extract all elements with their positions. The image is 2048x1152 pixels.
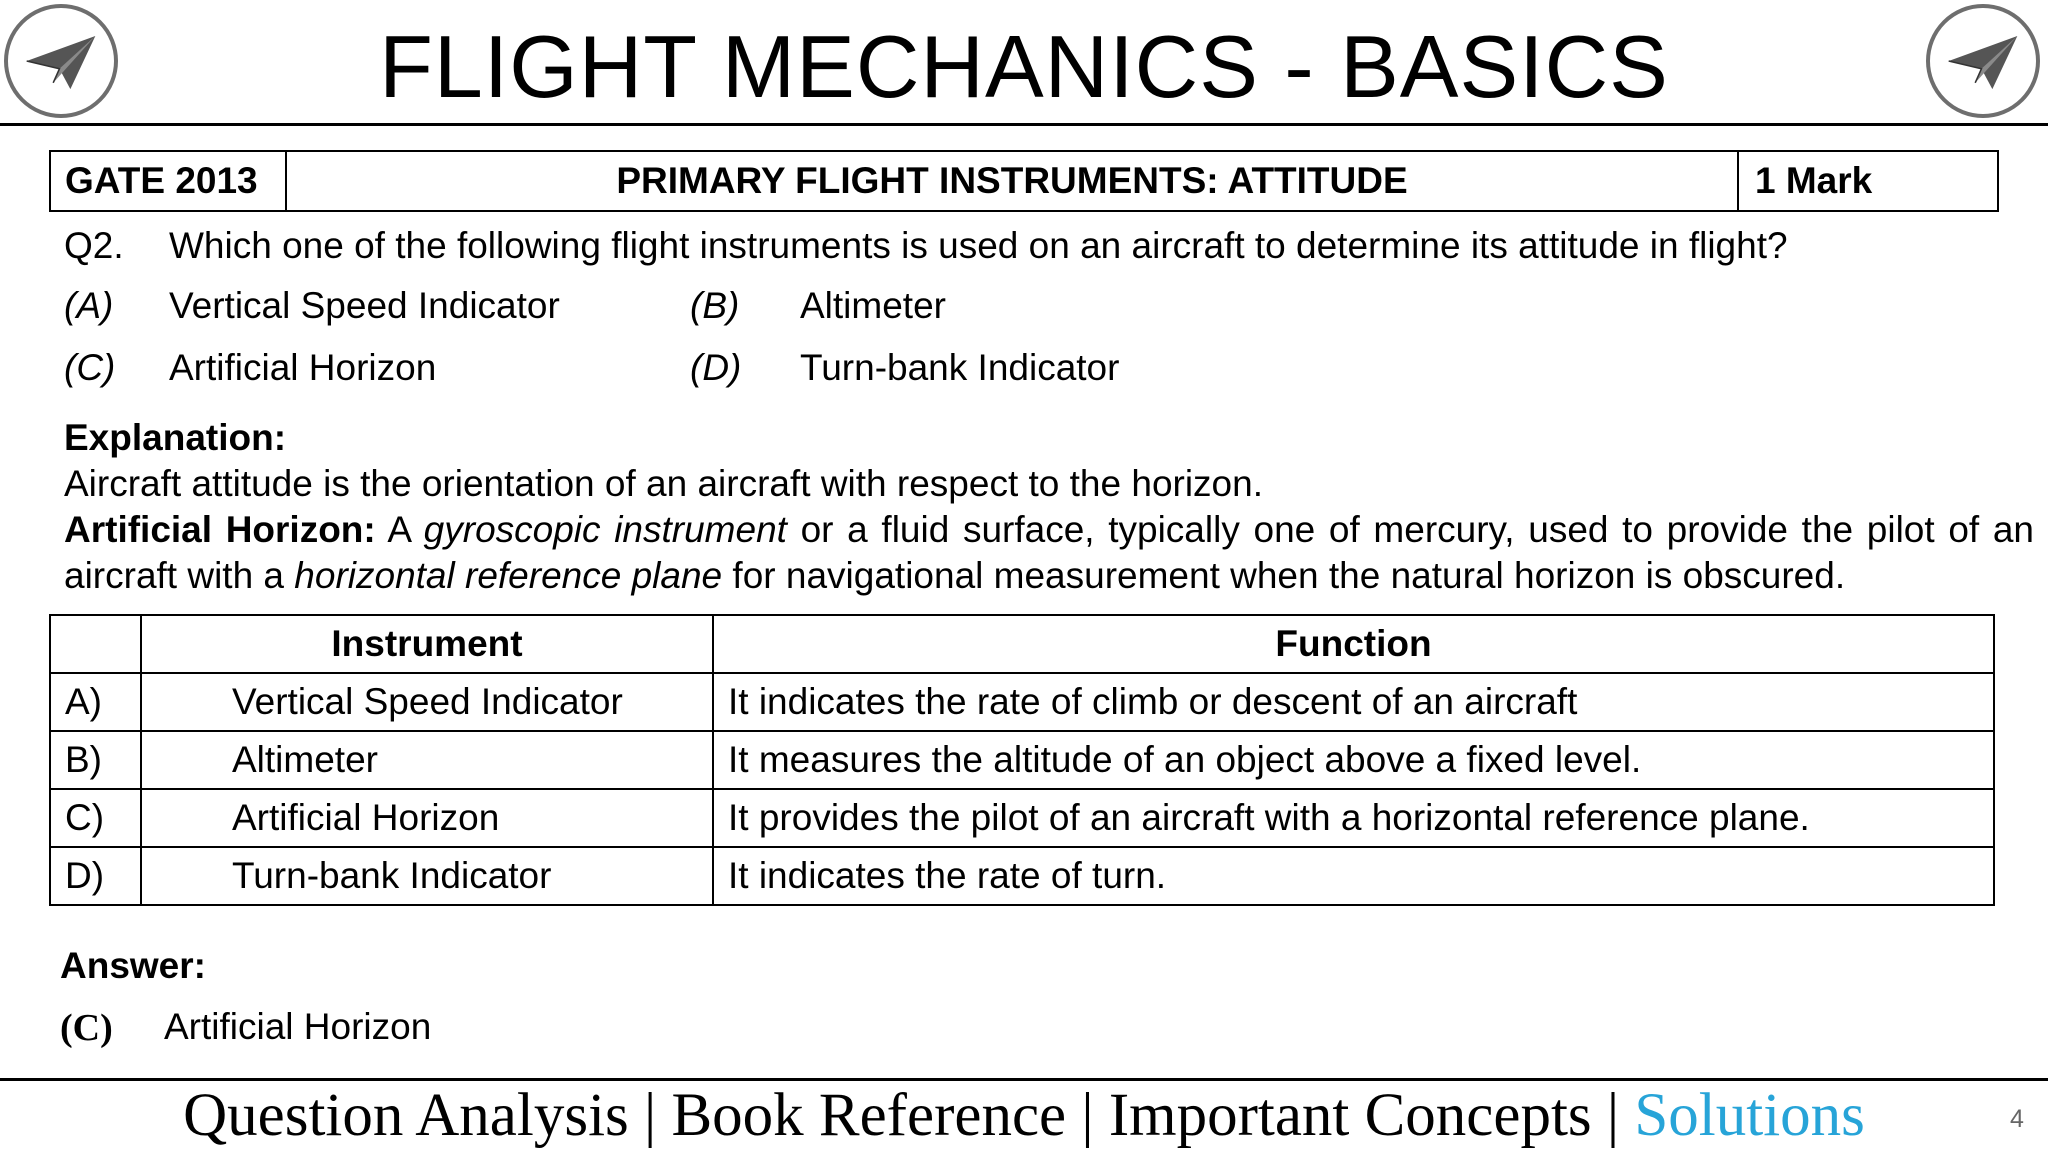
- page-title: FLIGHT MECHANICS - BASICS: [379, 17, 1669, 116]
- footer-link-question-analysis[interactable]: Question Analysis: [183, 1082, 629, 1149]
- option-a-letter: (A): [64, 285, 114, 326]
- row-instrument: Turn-bank Indicator: [141, 847, 713, 905]
- footer-link-book-reference[interactable]: Book Reference: [671, 1082, 1067, 1149]
- row-function: It indicates the rate of climb or descent of an aircraft: [713, 673, 1994, 731]
- exam-year: GATE 2013: [51, 152, 287, 210]
- table-header-row: [50, 615, 1994, 673]
- row-instrument: Artificial Horizon: [141, 789, 713, 847]
- question-info-bar: [49, 150, 1999, 212]
- table-row: [50, 789, 1994, 847]
- table-row: [50, 847, 1994, 905]
- option-c-letter: (C): [64, 347, 116, 388]
- explanation-heading: Explanation:: [64, 417, 287, 458]
- definition-text: for navigational measurement when the natural horizon is obscured.: [722, 555, 1846, 596]
- row-instrument: Vertical Speed Indicator: [141, 673, 713, 731]
- row-letter: D): [50, 847, 141, 905]
- option-c-text: Artificial Horizon: [169, 347, 437, 388]
- row-instrument: Altimeter: [141, 731, 713, 789]
- footer-separator: |: [1066, 1082, 1109, 1149]
- answer-key: (C): [60, 1007, 113, 1049]
- footer-separator: |: [1591, 1082, 1635, 1149]
- question-text: Which one of the following flight instruments is used on an aircraft to determine its attitude in flight?: [169, 225, 1788, 266]
- column-header-function: Function: [713, 615, 1994, 673]
- definition-emphasis: gyroscopic instrument: [423, 509, 787, 550]
- question-topic: PRIMARY FLIGHT INSTRUMENTS: ATTITUDE: [287, 152, 1739, 210]
- artificial-horizon-definition: [64, 507, 2034, 599]
- footer-separator: |: [628, 1082, 672, 1149]
- answer-text: Artificial Horizon: [164, 1006, 432, 1047]
- instrument-table: [49, 614, 1995, 906]
- header-divider: [0, 123, 2048, 126]
- table-row: [50, 731, 1994, 789]
- option-d-text: Turn-bank Indicator: [800, 347, 1120, 388]
- row-function: It indicates the rate of turn.: [713, 847, 1994, 905]
- option-b-text: Altimeter: [800, 285, 946, 326]
- column-header-instrument: Instrument: [141, 615, 713, 673]
- question-number: Q2.: [64, 225, 124, 266]
- row-letter: B): [50, 731, 141, 789]
- row-letter: A): [50, 673, 141, 731]
- page-number: 4: [2010, 1105, 2024, 1133]
- row-function: It measures the altitude of an object above a fixed level.: [713, 731, 1994, 789]
- definition-emphasis: horizontal reference plane: [294, 555, 723, 596]
- footer-link-solutions[interactable]: Solutions: [1634, 1082, 1865, 1149]
- row-letter: C): [50, 789, 141, 847]
- question-marks: 1 Mark: [1755, 160, 1873, 201]
- explanation-line: Aircraft attitude is the orientation of an aircraft with respect to the horizon.: [64, 463, 1263, 504]
- option-a-text: Vertical Speed Indicator: [169, 285, 560, 326]
- definition-term: Artificial Horizon:: [64, 509, 376, 550]
- paper-plane-icon: [1944, 22, 2022, 100]
- option-d-letter: (D): [690, 347, 742, 388]
- explanation: [64, 415, 2034, 599]
- definition-text: A: [375, 509, 424, 550]
- definition-text: or a fluid surface, typically one of mercury, used to provide the pilot of an aircraft with a: [64, 509, 2035, 596]
- footer-nav: [0, 1080, 2048, 1152]
- logo-right: [1926, 4, 2040, 118]
- footer-link-important-concepts[interactable]: Important Concepts: [1108, 1082, 1592, 1149]
- column-header-letter: [50, 615, 141, 673]
- row-function: It provides the pilot of an aircraft with a horizontal reference plane.: [713, 789, 1994, 847]
- option-b-letter: (B): [690, 285, 740, 326]
- answer-label: Answer:: [60, 945, 206, 986]
- table-row: [50, 673, 1994, 731]
